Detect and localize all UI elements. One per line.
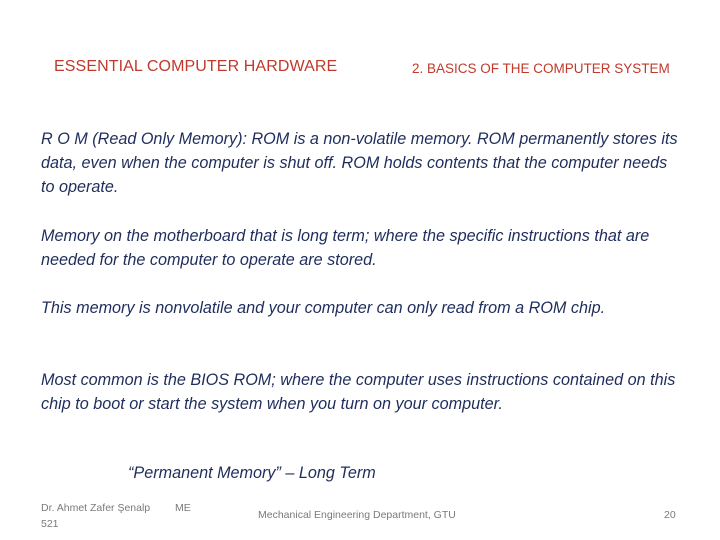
paragraph-nonvolatile: This memory is nonvolatile and your computer can only read from a ROM chip. — [41, 299, 606, 317]
paragraph-bios-rom: Most common is the BIOS ROM; where the computer uses instructions contained on this chip to boot or start the system when you turn on your computer. — [41, 371, 676, 413]
footer-author-code: 521 — [41, 518, 59, 530]
footer-course-code: ME — [175, 502, 191, 514]
header-right-title: 2. BASICS OF THE COMPUTER SYSTEM — [412, 61, 670, 76]
footer-author-name: Dr. Ahmet Zafer Şenalp — [41, 502, 151, 514]
footer-page-number: 20 — [664, 509, 676, 521]
paragraph-motherboard-memory: Memory on the motherboard that is long term; where the specific instructions that are needed for the computer to operate are stored. — [41, 227, 650, 269]
footer-author — [41, 500, 150, 532]
paragraph-rom-definition: R O M (Read Only Memory): ROM is a non-volatile memory. ROM permanently stores its data, even when the computer is shut off. ROM holds contents that the computer needs to operate. — [41, 130, 678, 196]
header-left-title: ESSENTIAL COMPUTER HARDWARE — [54, 58, 338, 75]
footer-department: Mechanical Engineering Department, GTU — [258, 509, 456, 521]
tagline-permanent-memory: “Permanent Memory” – Long Term — [128, 464, 376, 482]
